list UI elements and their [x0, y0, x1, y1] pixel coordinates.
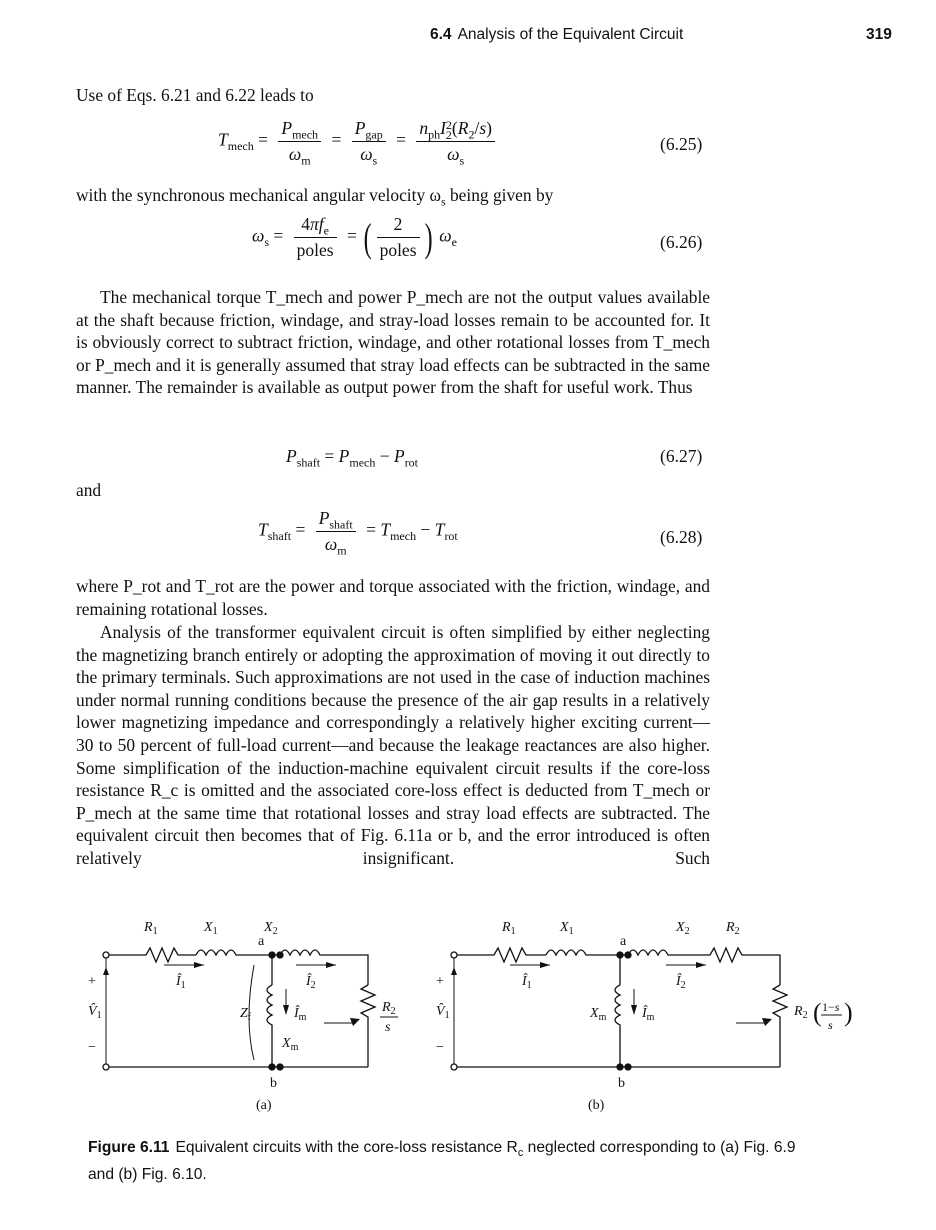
equation-6-28: $T_{shaft}$ = $\frac{P_{shaft}}{\omega_m}$ = $T_{mech} - T_{rot}$	[258, 508, 458, 558]
svg-text:Zf: $Z_f$	[240, 1006, 252, 1023]
svg-text:X1: $X_1$	[204, 920, 218, 937]
svg-text:s: s	[385, 1020, 391, 1035]
svg-text:X2: $X_2$	[676, 920, 690, 937]
paragraph-mechanical-torque	[76, 286, 710, 399]
svg-text:R2: $R_2$	[794, 1004, 808, 1021]
and-line: and	[76, 480, 102, 500]
sync-text: with the synchronous mechanical angular velocity ω	[76, 185, 441, 205]
subfigure-label-b: (b)	[588, 1098, 605, 1113]
running-header	[430, 26, 683, 44]
section-number: 6.4	[430, 26, 452, 43]
svg-text:Xm: $X_m$	[590, 1006, 607, 1023]
section-title: Analysis of the Equivalent Circuit	[457, 26, 684, 43]
svg-text:Xm: $X_m$	[282, 1036, 299, 1053]
svg-text:X1: $X_1$	[560, 920, 574, 937]
svg-text:V̂1: $V̂_1$	[88, 1004, 102, 1021]
svg-text:): )	[844, 998, 853, 1027]
svg-text:+: +	[88, 974, 96, 989]
paragraph-text: The mechanical torque T_mech and power P_mech are not the output values available at the shaft because friction, windage, and stray-load losses remain to be accounted for. It is obviously correct to subtract friction, windage, and other rotational losses from T_mech or P_mech and it is generally assumed that stray load effects can be subtracted in the same manner. The remainder is available as output power from the shaft for useful work. Thus	[76, 287, 710, 398]
svg-text:+: +	[436, 974, 444, 989]
paragraph-analysis: Analysis of the transformer equivalent circuit is often simplified by either neglecting the magnetizing branch entirely or adopting the approximation of moving it out directly to the primary terminals. Such approximations are not used in the case of induction machines under normal running conditions because the presence of the air gap results in a relatively lower magnetizing impedance and correspondingly a relatively higher exciting current—30 to 50 percent of full-load current—and because the leakage reactances are also higher. Some simplification of the induction-machine equivalent circuit results if the core-loss resistance R_c is omitted and the associated core-loss effect is deducted from T_mech or P_mech at the same time that rotational losses and stray load effects are subtracted. The equivalent circuit then becomes that of Fig. 6.11a or b, and the error introduced is often relatively insignificant. Such	[76, 622, 710, 868]
svg-text:b: b	[618, 1076, 625, 1091]
svg-text:Îm: $Î_m$	[642, 1006, 655, 1023]
equation-6-26: $\omega_s$ = $\frac{4\pi f_e}{\text{poles}}$ = ( $\frac{2}{\text{poles}}$ ) $\omega_e$	[252, 214, 457, 260]
svg-text:(: (	[813, 998, 822, 1027]
equation-number-6-27: (6.27)	[660, 446, 703, 466]
svg-text:a: a	[620, 934, 627, 949]
svg-text:s: s	[828, 1018, 833, 1032]
svg-text:Î1: $Î_1$	[522, 974, 532, 991]
svg-text:R1: $R_1$	[144, 920, 158, 937]
svg-text:−: −	[436, 1040, 444, 1055]
intro-line	[76, 84, 710, 107]
figure-label: Figure 6.11	[88, 1139, 170, 1156]
svg-text:V̂1: $V̂_1$	[436, 1004, 450, 1021]
svg-text:R1: $R_1$	[502, 920, 516, 937]
circuit-a-labels	[88, 920, 398, 1091]
caption-text: Equivalent circuits with the core-loss resistance R	[175, 1139, 518, 1156]
circuit-b	[451, 948, 787, 1070]
sync-line: with the synchronous mechanical angular velocity $\omega_s$ being given by	[76, 185, 554, 209]
svg-text:−: −	[88, 1040, 96, 1055]
svg-text:a: a	[258, 934, 265, 949]
svg-text:X2: $X_2$	[264, 920, 278, 937]
subfigure-label-a: (a)	[256, 1098, 272, 1113]
svg-text:R2: $R_2$	[726, 920, 740, 937]
svg-text:Î2: $Î_2$	[306, 974, 316, 991]
paragraph-where: where P_rot and T_rot are the power and torque associated with the friction, windage, and remaining rotational losses.	[76, 576, 710, 619]
svg-text:1−s: 1−s	[822, 1000, 840, 1014]
page-number: 319	[866, 26, 892, 43]
equation-6-27: $P_{shaft} = P_{mech} - P_{rot}$	[286, 446, 419, 470]
circuit-b-labels	[436, 920, 853, 1091]
equation-number-6-28: (6.28)	[660, 527, 703, 547]
equation-number-6-25: (6.25)	[660, 134, 703, 154]
circuit-a	[103, 948, 375, 1070]
equation-6-25: $T_{mech}$ = $\frac{P_{mech}}{\omega_m}$ = $\frac{P_{gap}}{\omega_s}$ = $\frac{n_{ph}I_{22}(R_2/s)}{\omega_s}$	[218, 118, 501, 165]
svg-text:Î2: $Î_2$	[676, 974, 686, 991]
figure-caption: Figure 6.11 Equivalent circuits with the core-loss resistance $R_c$ neglected corresponding to (a) Fig. 6.9 and (b) Fig. 6.10.	[88, 1139, 796, 1184]
svg-text:b: b	[270, 1076, 277, 1091]
svg-text:R2: $R_2$	[382, 1000, 396, 1017]
intro-text: Use of Eqs. 6.21 and 6.22 leads to	[76, 85, 314, 105]
figure-6-11-circuits	[84, 905, 864, 1115]
svg-text:Îm: $Î_m$	[294, 1006, 307, 1023]
svg-text:Î1: $Î_1$	[176, 974, 186, 991]
equation-number-6-26: (6.26)	[660, 232, 703, 252]
